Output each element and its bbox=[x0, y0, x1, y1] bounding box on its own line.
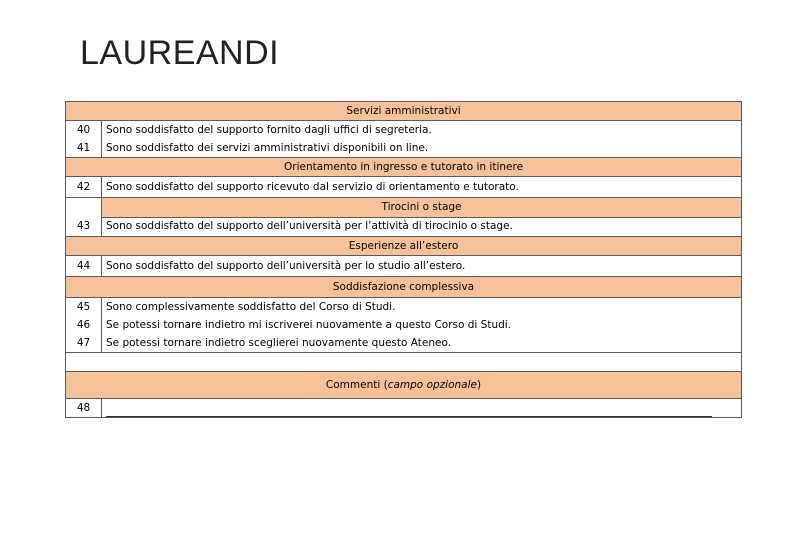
comment-title-end: ) bbox=[476, 378, 482, 391]
item-numbers bbox=[66, 121, 102, 158]
item-text: Sono soddisfatto del supporto dell’università per l’attività di tirocinio o stage. bbox=[102, 217, 742, 237]
item-number: 46 bbox=[76, 319, 91, 331]
comment-title-italic: campo opzionale bbox=[387, 378, 477, 391]
item-text: Sono soddisfatto del supporto dell’università per lo studio all’estero. bbox=[102, 256, 742, 277]
survey-table-container bbox=[65, 101, 741, 418]
survey-table bbox=[65, 101, 742, 418]
item-number: 47 bbox=[76, 337, 91, 349]
table-row bbox=[66, 177, 742, 198]
comment-blank-line bbox=[106, 404, 712, 417]
comment-field[interactable] bbox=[102, 399, 742, 418]
section-header-soddisfazione: Soddisfazione complessiva bbox=[66, 277, 742, 298]
item-text: Sono soddisfatto dei servizi amministrativi disponibili on line. bbox=[106, 142, 429, 154]
item-text: Sono complessivamente soddisfatto del Corso di Studi. bbox=[106, 301, 396, 313]
item-number: 41 bbox=[76, 142, 91, 154]
page-title: LAUREANDI bbox=[80, 34, 280, 72]
section-row bbox=[66, 198, 742, 218]
table-row bbox=[66, 298, 742, 353]
item-text: Sono soddisfatto del supporto fornito dagli uffici di segreteria. bbox=[106, 124, 432, 136]
section-row bbox=[66, 102, 742, 121]
section-row bbox=[66, 237, 742, 256]
section-row bbox=[66, 158, 742, 177]
item-number: 40 bbox=[76, 124, 91, 136]
table-row bbox=[66, 217, 742, 237]
section-header-orientamento: Orientamento in ingresso e tutorato in itinere bbox=[66, 158, 742, 177]
spacer-row bbox=[66, 353, 742, 372]
item-number: 43 bbox=[66, 198, 102, 237]
table-row bbox=[66, 121, 742, 158]
section-header-servizi: Servizi amministrativi bbox=[66, 102, 742, 121]
item-number: 45 bbox=[76, 301, 91, 313]
table-row bbox=[66, 256, 742, 277]
section-header-tirocini: Tirocini o stage bbox=[102, 198, 742, 218]
section-row bbox=[66, 372, 742, 399]
item-text: Se potessi tornare indietro mi iscriverei nuovamente a questo Corso di Studi. bbox=[106, 319, 512, 331]
item-text: Se potessi tornare indietro sceglierei nuovamente questo Ateneo. bbox=[106, 337, 452, 349]
item-texts bbox=[102, 298, 742, 353]
item-texts bbox=[102, 121, 742, 158]
item-number: 42 bbox=[66, 177, 102, 198]
item-number: 44 bbox=[66, 256, 102, 277]
comment-title-text: Commenti ( bbox=[325, 378, 388, 391]
item-numbers bbox=[66, 298, 102, 353]
table-row bbox=[66, 399, 742, 418]
section-header-estero: Esperienze all’estero bbox=[66, 237, 742, 256]
section-header-commenti bbox=[66, 372, 742, 399]
section-row bbox=[66, 277, 742, 298]
item-number: 48 bbox=[66, 399, 102, 418]
item-text: Sono soddisfatto del supporto ricevuto dal servizio di orientamento e tutorato. bbox=[102, 177, 742, 198]
